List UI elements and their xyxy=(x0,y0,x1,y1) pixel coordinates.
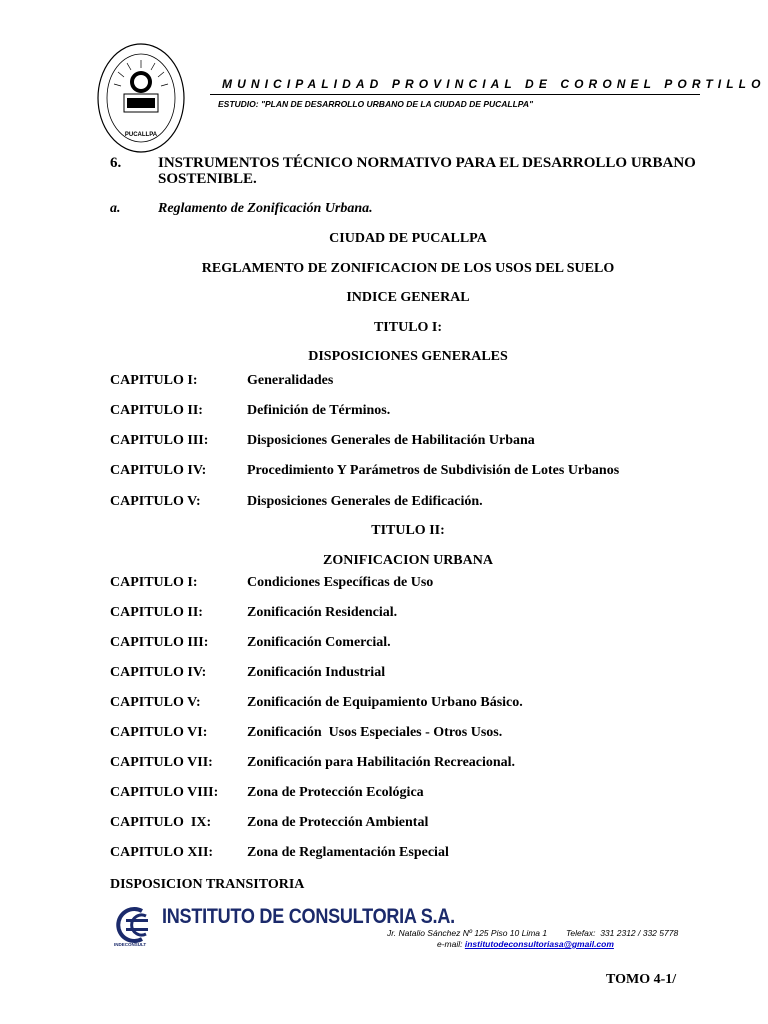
chapter-title: Zona de Reglamentación Especial xyxy=(247,845,449,860)
regulation-heading: REGLAMENTO DE ZONIFICACION DE LOS USOS DEL SUELO xyxy=(201,261,615,276)
city-heading: CIUDAD DE PUCALLPA xyxy=(329,231,487,246)
chapter-title: Zonificación Residencial. xyxy=(247,605,398,620)
svg-text:PUCALLPA: PUCALLPA xyxy=(124,132,158,138)
chapter-label: CAPITULO V: xyxy=(110,494,201,509)
chapter-title: Zona de Protección Ambiental xyxy=(247,815,429,830)
company-logo-icon xyxy=(112,905,156,945)
email-line xyxy=(437,939,614,949)
chapter-title: Zonificación Industrial xyxy=(247,665,386,680)
subsection-letter: a. xyxy=(110,201,121,216)
section-title: INSTRUMENTOS TÉCNICO NORMATIVO PARA EL DESARROLLO URBANO SOSTENIBLE. xyxy=(158,155,696,187)
chapter-title: Procedimiento Y Parámetros de Subdivisión de Lotes Urbanos xyxy=(247,463,620,478)
company-abbrev: INDECONSULT xyxy=(114,942,147,947)
chapter-label: CAPITULO VIII: xyxy=(110,785,219,800)
chapter-title: Zonificación para Habilitación Recreacional. xyxy=(247,755,516,770)
chapter-title: Zonificación de Equipamiento Urbano Básico. xyxy=(247,695,523,710)
email-link[interactable]: institutodeconsultoriasa@gmail.com xyxy=(464,939,614,949)
titulo-2-label: TITULO II: xyxy=(371,523,445,538)
chapter-label: CAPITULO VII: xyxy=(110,755,213,770)
chapter-label: CAPITULO I: xyxy=(110,373,198,388)
titulo-1-label: TITULO I: xyxy=(373,320,443,335)
chapter-title: Zonificación Usos Especiales - Otros Usos. xyxy=(247,725,503,740)
municipal-seal xyxy=(96,42,186,154)
chapter-title: Zonificación Comercial. xyxy=(247,635,391,650)
chapter-label: CAPITULO II: xyxy=(110,605,203,620)
chapter-title: Condiciones Específicas de Uso xyxy=(247,575,434,590)
chapter-title: Zona de Protección Ecológica xyxy=(247,785,424,800)
index-heading: INDICE GENERAL xyxy=(346,290,470,305)
chapter-title: Disposiciones Generales de Habilitación Urbana xyxy=(247,433,535,448)
titulo-1-name: DISPOSICIONES GENERALES xyxy=(308,349,508,364)
chapter-title: Generalidades xyxy=(247,373,334,388)
chapter-label: CAPITULO XII: xyxy=(110,845,214,860)
chapter-label: CAPITULO VI: xyxy=(110,725,208,740)
transitory-provision: DISPOSICION TRANSITORIA xyxy=(110,877,305,892)
chapter-label: CAPITULO I: xyxy=(110,575,198,590)
chapter-title: Disposiciones Generales de Edificación. xyxy=(247,494,483,509)
company-name: INSTITUTO DE CONSULTORIA S.A. xyxy=(162,905,455,928)
page-number: TOMO 4-1/ xyxy=(606,972,677,987)
institution-name: MUNICIPALIDAD PROVINCIAL DE CORONEL PORTILLO xyxy=(222,77,766,91)
chapter-label: CAPITULO III: xyxy=(110,433,209,448)
chapter-title: Definición de Términos. xyxy=(247,403,391,418)
study-title: ESTUDIO: "PLAN DE DESARROLLO URBANO DE LA CIUDAD DE PUCALLPA" xyxy=(218,99,534,109)
subsection-title: Reglamento de Zonificación Urbana. xyxy=(158,201,373,216)
header-rule xyxy=(210,94,700,95)
company-address: Jr. Natalio Sánchez Nº 125 Piso 10 Lima 1 Telefax: 331 2312 / 332 5778 xyxy=(387,928,679,938)
chapter-label: CAPITULO V: xyxy=(110,695,201,710)
email-label: e-mail: xyxy=(437,939,465,949)
section-number: 6. xyxy=(110,155,122,171)
chapter-label: CAPITULO IV: xyxy=(110,463,207,478)
chapter-label: CAPITULO IV: xyxy=(110,665,207,680)
chapter-label: CAPITULO II: xyxy=(110,403,203,418)
chapter-label: CAPITULO IX: xyxy=(110,815,212,830)
titulo-2-name: ZONIFICACION URBANA xyxy=(323,553,493,568)
chapter-label: CAPITULO III: xyxy=(110,635,209,650)
